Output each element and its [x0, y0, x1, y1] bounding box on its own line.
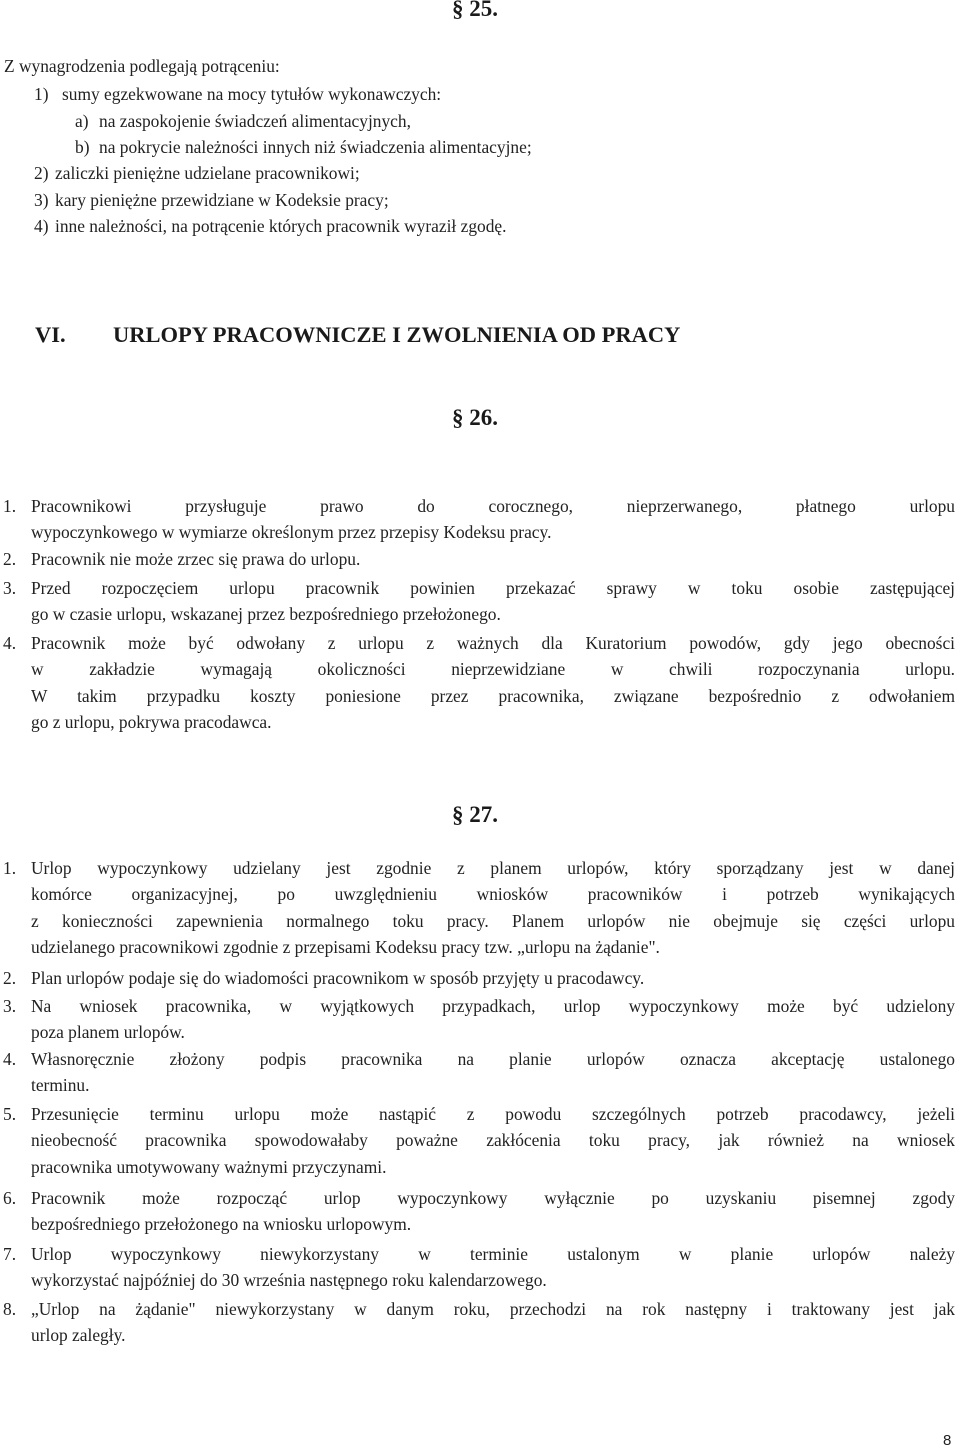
- s27-item-line: „Urlop na żądanie" niewykorzystany w danym roku, przechodzi na rok następny i traktowany jest jak: [31, 1299, 955, 1319]
- s25-item-number: 2): [34, 163, 49, 183]
- page-number: 8: [943, 1432, 952, 1449]
- s27-item-line: Własnoręcznie złożony podpis pracownika na planie urlopów oznacza akceptację ustalonego: [31, 1049, 955, 1069]
- s25-item-number: b): [75, 137, 90, 157]
- chapter-number: VI.: [35, 322, 66, 347]
- s25-item-number: a): [75, 111, 89, 131]
- s26-number: § 26.: [452, 405, 498, 430]
- s27-item-line: poza planem urlopów.: [31, 1022, 185, 1043]
- s27-item-line: Urlop wypoczynkowy niewykorzystany w terminie ustalonym w planie urlopów należy: [31, 1244, 955, 1264]
- s26-item-line: w zakładzie wymagają okoliczności nieprzewidziane w chwili rozpoczynania urlopu.: [31, 659, 955, 680]
- s26-item-line: wypoczynkowego w wymiarze określonym przez przepisy Kodeksu pracy.: [31, 522, 552, 543]
- s26-item-line: go w czasie urlopu, wskazanej przez bezpośredniego przełożonego.: [31, 604, 501, 625]
- s25-item-text: zaliczki pieniężne udzielane pracownikowi;: [55, 163, 360, 183]
- s26-item-line: Pracownikowi przysługuje prawo do corocznego, nieprzerwanego, płatnego urlopu: [31, 496, 955, 516]
- s27-item-number: 1.: [3, 858, 17, 878]
- s26-item-number: 4.: [3, 633, 17, 653]
- s27-item-line: wykorzystać najpóźniej do 30 września następnego roku kalendarzowego.: [31, 1270, 547, 1291]
- s27-item-number: 6.: [3, 1188, 17, 1208]
- s27-item-number: 4.: [3, 1049, 17, 1069]
- s26-item-line: Pracownik może być odwołany z urlopu z ważnych dla Kuratorium powodów, gdy jego obecności: [31, 633, 955, 653]
- s27-item-line: Pracownik może rozpocząć urlop wypoczynkowy wyłącznie po uzyskaniu pisemnej zgody: [31, 1188, 955, 1208]
- s27-item-number: 5.: [3, 1104, 17, 1124]
- s27-item-number: 7.: [3, 1244, 17, 1264]
- s27-item-number: 2.: [3, 968, 17, 988]
- s27-item-line: nieobecność pracownika spowodowałaby poważne zakłócenia toku pracy, jak również na wniosek: [31, 1130, 955, 1151]
- s27-item-line: Plan urlopów podaje się do wiadomości pracownikom w sposób przyjęty u pracodawcy.: [31, 968, 645, 988]
- s27-item-line: terminu.: [31, 1075, 90, 1096]
- s27-item-line: Przesunięcie terminu urlopu może nastąpić z powodu szczególnych potrzeb pracodawcy, jeżeli: [31, 1104, 955, 1124]
- s26-item-number: 3.: [3, 578, 17, 598]
- s27-item-line: udzielanego pracownikowi zgodnie z przepisami Kodeksu pracy tzw. „urlopu na żądanie".: [31, 936, 660, 957]
- s27-item-number: 3.: [3, 996, 17, 1016]
- s26-item-line: Przed rozpoczęciem urlopu pracownik powinien przekazać sprawy w toku osobie zastępującej: [31, 578, 955, 598]
- s27-item-line: pracownika umotywowany ważnymi przyczynami.: [31, 1156, 387, 1177]
- s26-item-number: 1.: [3, 496, 17, 516]
- s25-item-text: na pokrycie należności innych niż świadczenia alimentacyjne;: [99, 137, 532, 157]
- s26-item-line: W takim przypadku koszty poniesione przez pracownika, związane bezpośrednio z odwołaniem: [31, 685, 955, 706]
- s25-intro: Z wynagrodzenia podlegają potrąceniu:: [4, 56, 280, 76]
- chapter-title: URLOPY PRACOWNICZE I ZWOLNIENIA OD PRACY: [113, 322, 681, 347]
- s25-item-number: 3): [34, 190, 49, 210]
- s27-item-line: Urlop wypoczynkowy udzielany jest zgodnie z planem urlopów, który sporządzany jest w danej: [31, 858, 955, 878]
- s27-item-line: bezpośredniego przełożonego na wniosku urlopowym.: [31, 1214, 412, 1235]
- s25-item-text: kary pieniężne przewidziane w Kodeksie pracy;: [55, 190, 389, 210]
- s25-item-text: inne należności, na potrącenie których pracownik wyraził zgodę.: [55, 216, 507, 236]
- s25-number: § 25.: [452, 0, 498, 21]
- s27-item-line: komórce organizacyjnej, po uwzględnieniu wniosków pracowników i potrzeb wynikających: [31, 884, 955, 905]
- s25-item-text: na zaspokojenie świadczeń alimentacyjnych,: [99, 111, 411, 131]
- s26-item-line: Pracownik nie może zrzec się prawa do urlopu.: [31, 549, 361, 569]
- s25-item-number: 4): [34, 216, 49, 236]
- s25-item-text: sumy egzekwowane na mocy tytułów wykonawczych:: [62, 84, 442, 104]
- s25-item-number: 1): [34, 84, 49, 104]
- s26-item-number: 2.: [3, 549, 17, 569]
- s27-number: § 27.: [452, 802, 498, 827]
- s27-item-line: z konieczności zapewnienia normalnego toku pracy. Planem urlopów nie obejmuje się części urlopu: [31, 910, 955, 931]
- s27-item-number: 8.: [3, 1299, 17, 1319]
- s27-item-line: Na wniosek pracownika, w wyjątkowych przypadkach, urlop wypoczynkowy może być udzielony: [31, 996, 955, 1016]
- s26-item-line: go z urlopu, pokrywa pracodawca.: [31, 711, 272, 732]
- s27-item-line: urlop zaległy.: [31, 1325, 126, 1346]
